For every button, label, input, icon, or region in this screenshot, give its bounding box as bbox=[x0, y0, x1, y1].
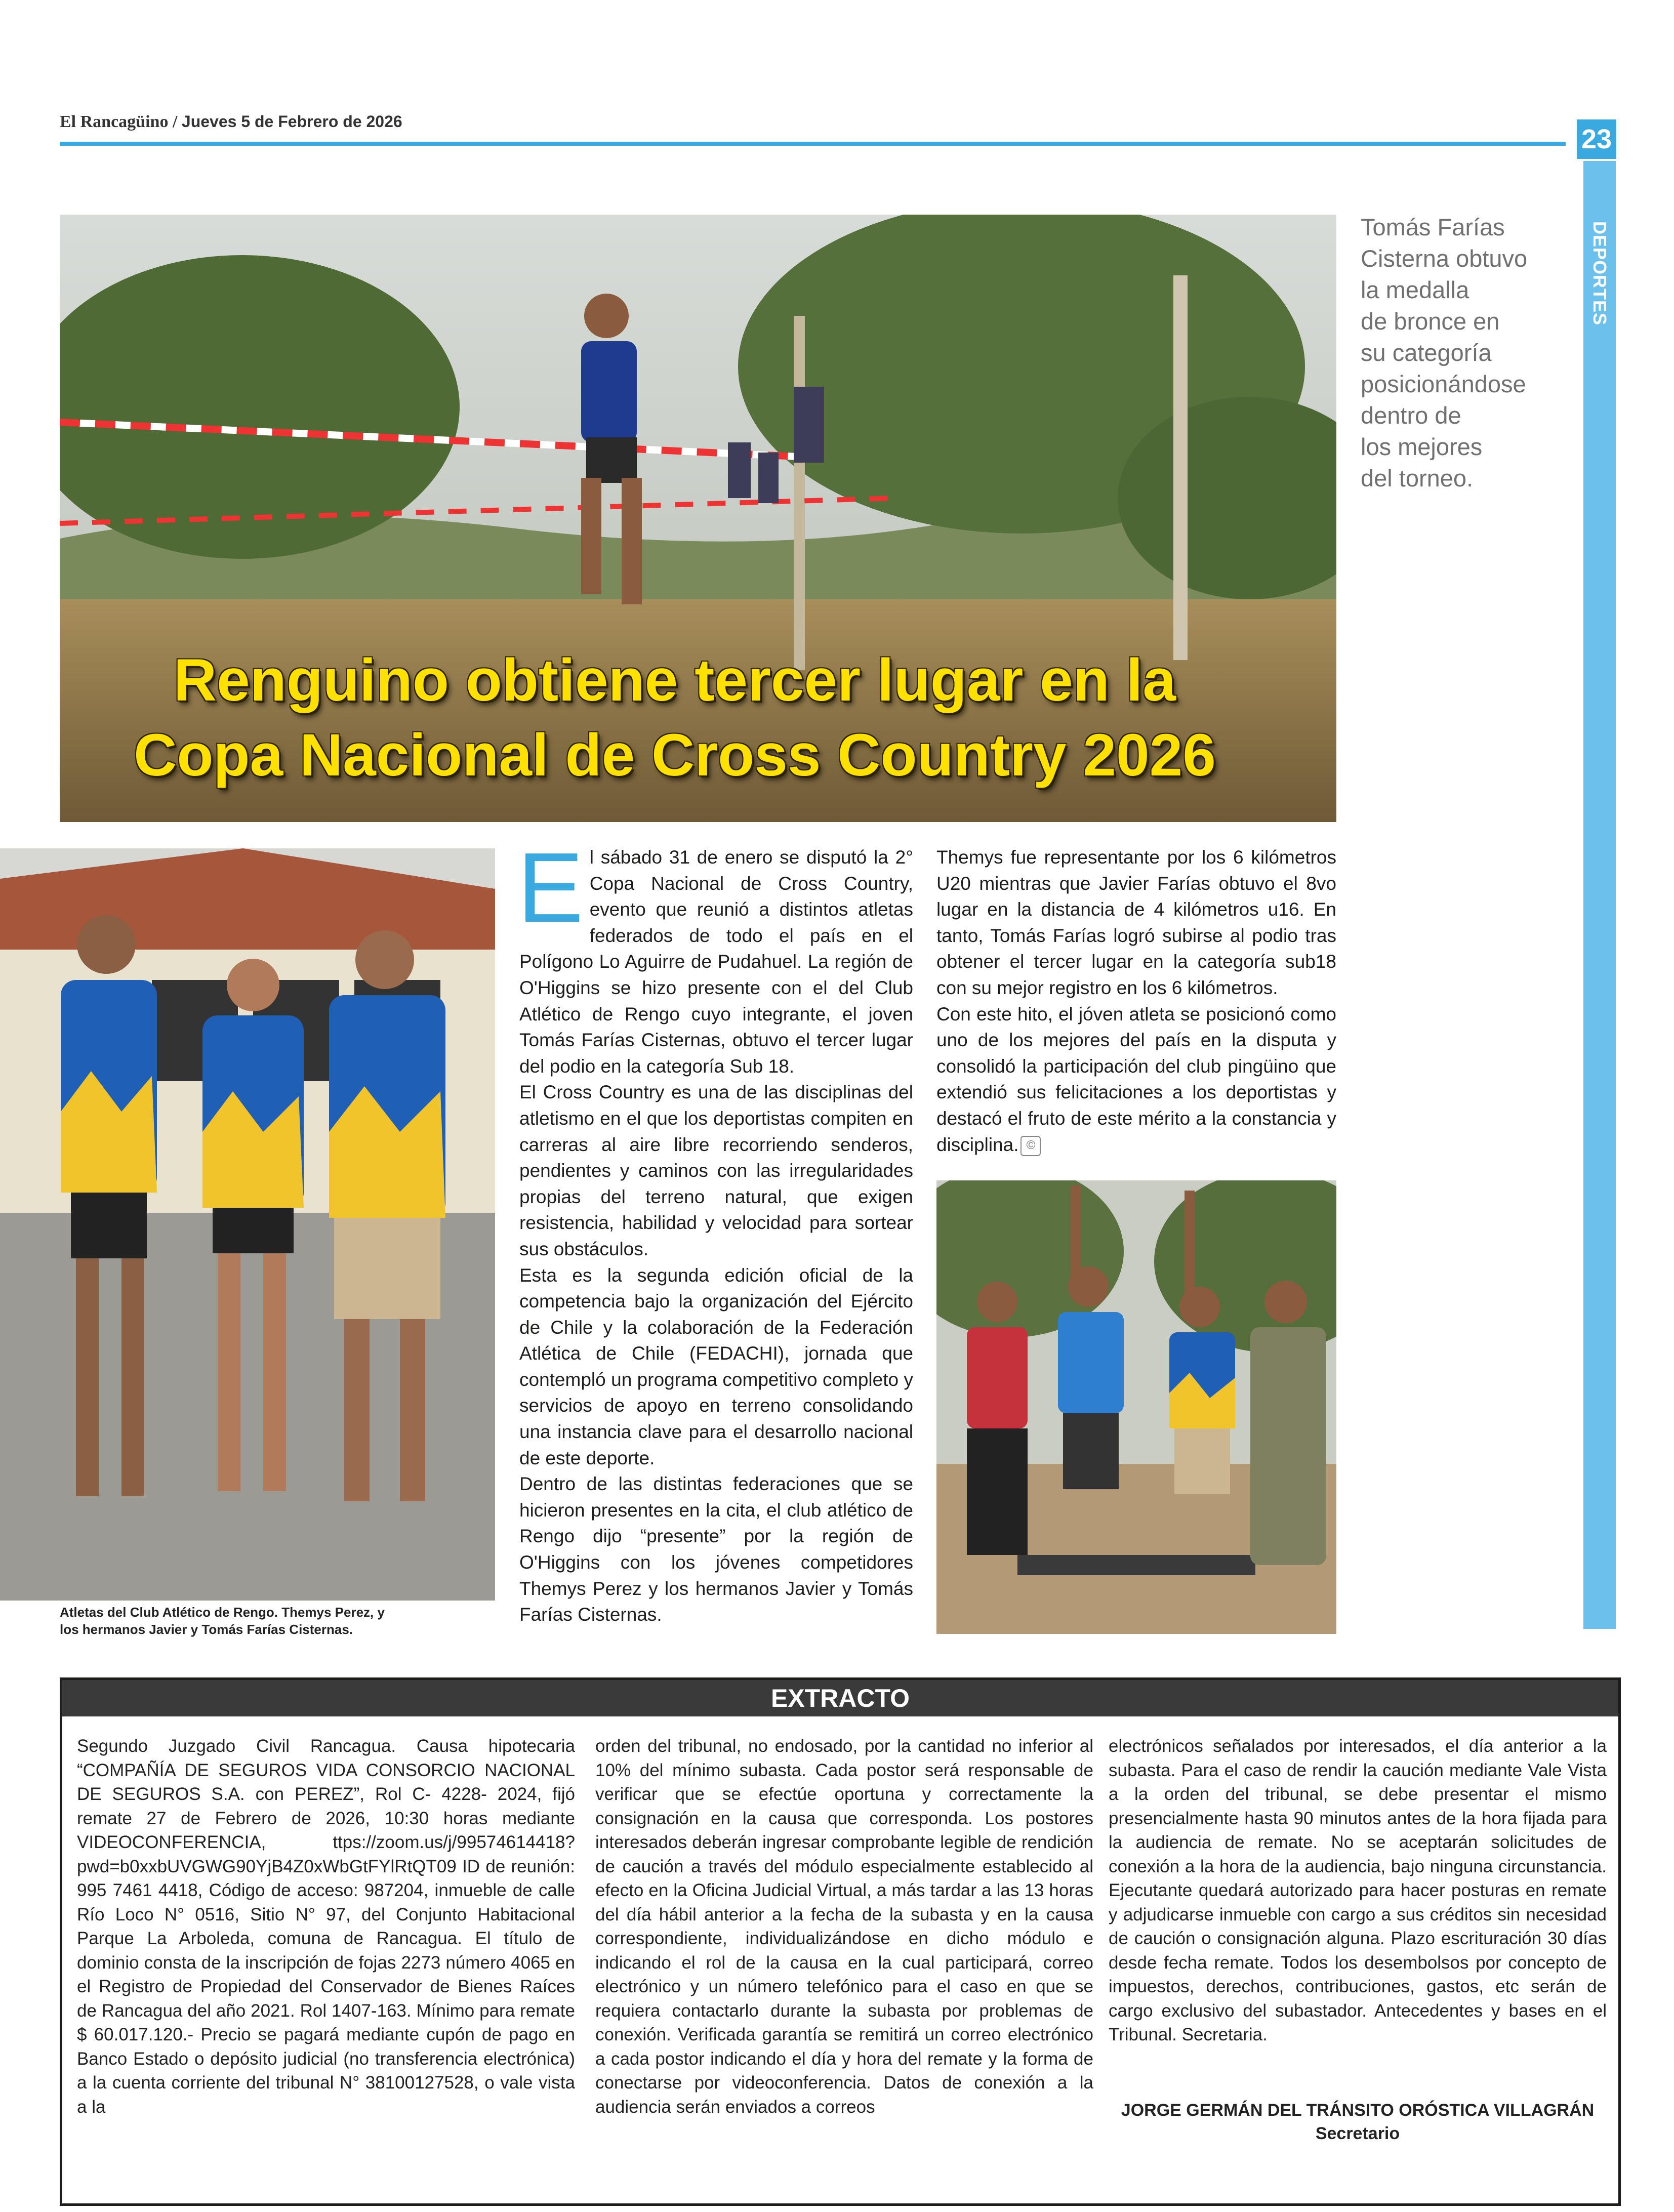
photo-caption: Atletas del Club Atlético de Rengo. Themys Perez, y los hermanos Javier y Tomás Farías Cisternas. bbox=[60, 1605, 385, 1637]
publication-name: El Rancagüino / bbox=[60, 112, 178, 131]
article-paragraph-4: Dentro de las distintas federaciones que se hicieron presentes en la cita, el club atlético de Rengo dijo “presente” por la región de O'Higgins con los jóvenes competidores Themys Perez y los hermanos Javier y Tomás Farías Cisternas. bbox=[519, 1473, 913, 1625]
masthead bbox=[60, 112, 402, 132]
article-column-1 bbox=[517, 832, 913, 1628]
extracto-column-1: Segundo Juzgado Civil Rancagua. Causa hipotecaria “COMPAÑÍA DE SEGUROS VIDA CONSORCIO NACIONAL DE SEGUROS S.A. con PEREZ”, Rol C- 4228- 2024, fijó remate 27 de Febrero de 2026, 10:30 horas mediante VIDEOCONFERENCIA, ttps://zoom.us/j/99574614418?pwd=b0xxbUVGWG90YjB4Z0xWbGtFYlRtQT09 ID de reunión: 995 7461 4418, Código de acceso: 987204, inmueble de calle Río Loco N° 0516, Sitio N° 97, del Conjunto Habitacional Parque La Arboleda, comuna de Rancagua. El título de dominio consta de la inscripción de fojas 2273 número 4065 en el Registro de Propiedad del Conservador de Bienes Raíces de Rancagua del año 2021. Rol 1407-163. Mínimo para remate $ 60.017.120.- Precio se pagará mediante cupón de pago en Banco Estado o depósito judicial (no transferencia electrónica) a la cuenta corriente del tribunal N° 38100127528, o vale vista a la bbox=[77, 1736, 575, 2117]
signature-role: Secretario bbox=[1315, 2124, 1400, 2143]
headline-line-2: Copa Nacional de Cross Country 2026 bbox=[134, 722, 1216, 789]
article-column-2 bbox=[936, 844, 1336, 1158]
extracto-column-2: orden del tribunal, no endosado, por la cantidad no inferior al 10% del mínimo subasta. Cada postor será responsable de verificar que se efectúe oportuna y correctamente la consignación en la causa que corresponda. Los postores interesados deberán ingresar comprobante legible de rendición de caución a través del módulo especialmente establecido al efecto en la Oficina Judicial Virtual, a más tardar a las 13 horas del día hábil anterior a la fecha de la subasta y en la causa correspondiente, individualizándose en dicho módulo e indicando el rol de la causa en la cual participará, correo electrónico y un número telefónico para el caso en que se requiera contactarlo durante la subasta por problemas de conexión. Verificada garantía se remitirá un correo electrónico a cada postor indicando el día y hora del remate y la forma de conectarse por videoconferencia. Datos de conexión a la audiencia serán enviados a correos bbox=[595, 1736, 1093, 2117]
article-paragraph-3: Esta es la segunda edición oficial de la competencia bajo la organización del Ejército de Chile y la colaboración de la Federación Atlética de Chile (FEDACHI), jornada que contempló un programa competitivo completo y servicios de apoyo en terreno consolidando una instancia clave para el desarrollo nacional de este deporte. bbox=[519, 1264, 913, 1468]
page-number: 23 bbox=[1577, 119, 1616, 159]
pull-quote: Tomás Farías Cisterna obtuvo la medalla de bronce en su categoría posicionándose dentro de los mejores del torneo. bbox=[1361, 214, 1528, 491]
extracto-title: EXTRACTO bbox=[770, 1684, 910, 1712]
article-paragraph-6: Con este hito, el jóven atleta se posicionó como uno de los mejores del país en la disputa y consolidó la participación del club pingüino que extendió sus felicitaciones a los deportistas y destacó el fruto de este mérito a la constancia y disciplina. © bbox=[936, 1001, 1336, 1158]
headline bbox=[60, 643, 1290, 793]
signature bbox=[1109, 2099, 1607, 2145]
team-photo bbox=[0, 848, 495, 1601]
section-label: DEPORTES bbox=[1589, 221, 1610, 326]
article-paragraph-5: Themys fue representante por los 6 kilómetros U20 mientras que Javier Farías obtuvo el 8vo lugar en la distancia de 4 kilómetros u16. En tanto, Tomás Farías logró subirse al podio tras obtener el tercer lugar en la categoría sub18 con su mejor registro en los 6 kilómetros. bbox=[936, 847, 1336, 998]
article-paragraph-1: El sábado 31 de enero se disputó la 2° Copa Nacional de Cross Country, evento que reunió a distintos atletas federados de todo el país en el Polígono Lo Aguirre de Pudahuel. La región de O'Higgins se hizo presente con el del Club Atlético de Rengo cuyo integrante, el joven Tomás Farías Cisternas, obtuvo el tercer lugar del podio en la categoría Sub 18. bbox=[517, 832, 913, 1077]
extracto-column-3: electrónicos señalados por interesados, el día anterior a la subasta. Para el caso de rendir la caución mediante Vale Vista a la orden del tribunal, se debe presentar el mismo presencialmente hasta 90 minutos antes de la hora fijada para la audiencia de remate. No se aceptarán solicitudes de conexión a la hora de la audiencia, bajo ninguna circunstancia. Ejecutante quedará autorizado para hacer posturas en remate y adjudicarse inmueble con cargo a sus créditos sin necesidad de caución o consignación alguna. Plazo escrituración 30 días desde fecha remate. Todos los desembolsos por concepto de impuestos, derechos, contribuciones, gastos, etc serán de cargo exclusivo del subastador. Antecedentes y bases en el Tribunal. Secretaria. bbox=[1109, 1736, 1607, 2044]
header-rule bbox=[60, 142, 1566, 146]
signature-name: JORGE GERMÁN DEL TRÁNSITO ORÓSTICA VILLAGRÁN bbox=[1121, 2101, 1595, 2120]
section-sidebar bbox=[1583, 161, 1616, 1629]
podium-photo bbox=[936, 1180, 1336, 1634]
end-mark-icon: © bbox=[1020, 1136, 1041, 1156]
article-paragraph-2: El Cross Country es una de las disciplinas del atletismo en el que los deportistas compiten en carreras al aire libre recorriendo senderos, pendientes y caminos con las irregularidades propias del terreno natural, que exigen resistencia, habilidad y velocidad para sortear sus obstáculos. bbox=[519, 1082, 913, 1259]
headline-line-1: Renguino obtiene tercer lugar en la bbox=[173, 647, 1176, 714]
issue-date: Jueves 5 de Febrero de 2026 bbox=[181, 112, 402, 131]
drop-cap: E bbox=[517, 832, 584, 943]
